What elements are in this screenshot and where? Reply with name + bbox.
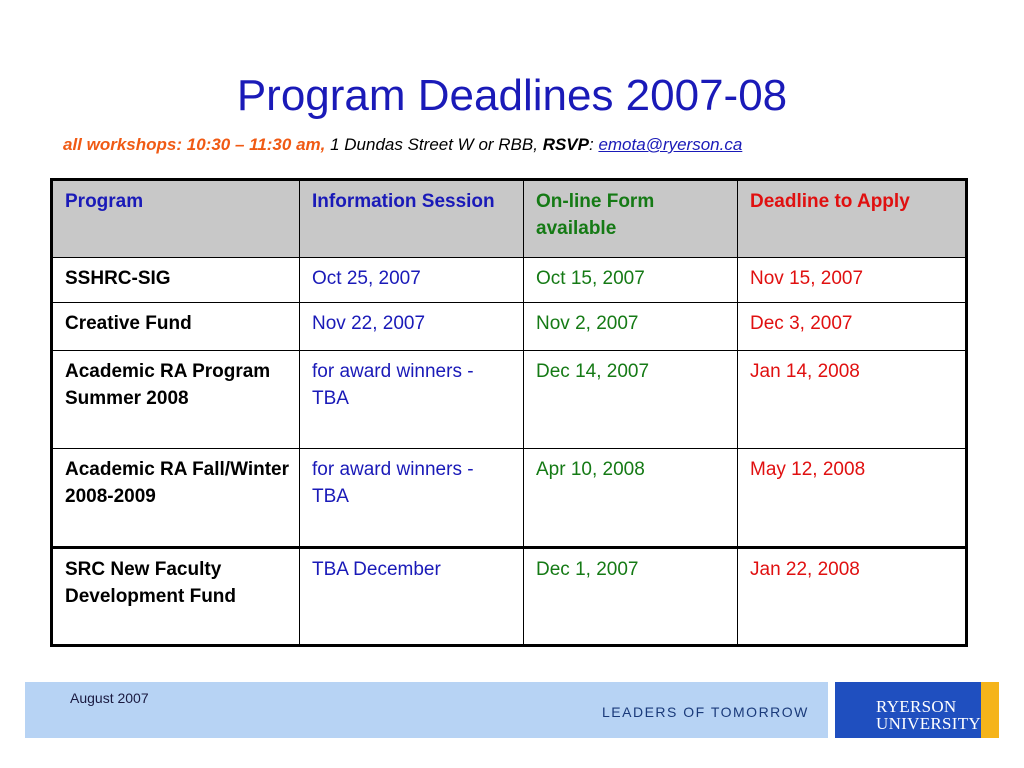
logo-accent-stripe	[981, 682, 999, 738]
footer-date: August 2007	[70, 690, 149, 706]
header-deadline: Deadline to Apply	[738, 180, 967, 258]
table-row	[52, 449, 967, 548]
deadline-date: Jan 14, 2008	[738, 351, 967, 449]
table-row	[52, 548, 967, 646]
table-row	[52, 351, 967, 449]
info-session-date: TBA December	[300, 548, 524, 646]
table-header-row	[52, 180, 967, 258]
rsvp-email-link[interactable]: emota@ryerson.ca	[598, 135, 743, 154]
online-form-date: Nov 2, 2007	[524, 303, 738, 351]
deadline-date: Jan 22, 2008	[738, 548, 967, 646]
info-session-date: Oct 25, 2007	[300, 258, 524, 303]
table-row	[52, 258, 967, 303]
workshop-info	[63, 134, 742, 156]
deadline-date: Dec 3, 2007	[738, 303, 967, 351]
deadline-date: May 12, 2008	[738, 449, 967, 548]
info-session-date: Nov 22, 2007	[300, 303, 524, 351]
program-name: SRC New Faculty Development Fund	[52, 548, 300, 646]
program-name: Academic RA Program Summer 2008	[52, 351, 300, 449]
online-form-date: Apr 10, 2008	[524, 449, 738, 548]
table-row	[52, 303, 967, 351]
program-name: Academic RA Fall/Winter 2008-2009	[52, 449, 300, 548]
page-title: Program Deadlines 2007-08	[236, 71, 788, 120]
rsvp-colon: :	[588, 135, 599, 154]
header-program: Program	[52, 180, 300, 258]
online-form-date: Dec 14, 2007	[524, 351, 738, 449]
workshop-location: 1 Dundas Street W or RBB,	[325, 135, 543, 154]
info-session-date: for award winners - TBA	[300, 449, 524, 548]
logo-wordmark	[876, 698, 981, 732]
info-session-date: for award winners - TBA	[300, 351, 524, 449]
footer-tagline: LEADERS OF TOMORROW	[602, 704, 809, 720]
header-information-session: Information Session	[300, 180, 524, 258]
header-online-form: On-line Form available	[524, 180, 738, 258]
deadlines-table	[50, 178, 968, 647]
program-name: SSHRC-SIG	[52, 258, 300, 303]
online-form-date: Dec 1, 2007	[524, 548, 738, 646]
online-form-date: Oct 15, 2007	[524, 258, 738, 303]
rsvp-label: RSVP	[542, 135, 589, 154]
logo-line-2: UNIVERSITY	[876, 714, 981, 733]
logo-line-1: RYERSON	[876, 697, 957, 716]
deadline-date: Nov 15, 2007	[738, 258, 967, 303]
program-name: Creative Fund	[52, 303, 300, 351]
workshop-time: all workshops: 10:30 – 11:30 am,	[63, 135, 326, 154]
